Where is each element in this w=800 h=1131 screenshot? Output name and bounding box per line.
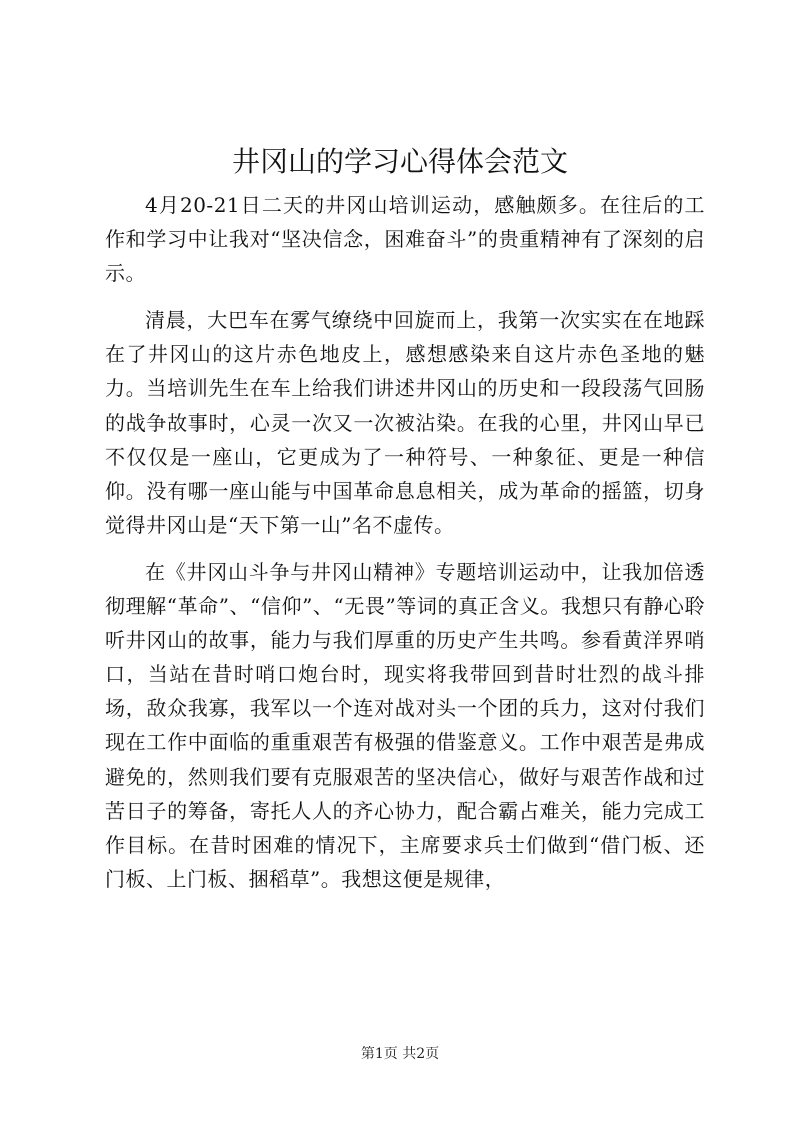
paragraph-3: 在《井冈山斗争与井冈山精神》专题培训运动中，让我加倍透彻理解“革命”、“信仰”、“无畏”等词的真正含义。我想只有静心聆听井冈山的故事，能力与我们厚重的历史产生共鸣。参看黄洋界哨口，当站在昔时哨口炮台时，现实将我带回到昔时壮烈的战斗排场，敌众我寡，我军以一个连对战对头一个团的兵力，这对付我们现在工作中面临的重重艰苦有极强的借鉴意义。工作中艰苦是弗成避免的，然则我们要有克服艰苦的坚决信心，做好与艰苦作战和过苦日子的筹备，寄托人人的齐心协力，配合霸占难关，能力完成工作目标。在昔时困难的情况下，主席要求兵士们做到“借门板、还门板、上门板、捆稻草”。我想这便是规律， <box>105 559 705 891</box>
paragraph-1: 4月20-21日二天的井冈山培训运动，感触颇多。在往后的工作和学习中让我对“坚决信念，困难奋斗”的贵重精神有了深刻的启示。 <box>105 193 705 286</box>
document-title: 井冈山的学习心得体会范文 <box>231 145 568 178</box>
document-body <box>105 188 705 896</box>
page-number-footer: 第1页 共2页 <box>360 1046 440 1062</box>
paragraph-2: 清晨，大巴车在雾气缭绕中回旋而上，我第一次实实在在地踩在了井冈山的这片赤色地皮上，感想感染来自这片赤色圣地的魅力。当培训先生在车上给我们讲述井冈山的历史和一段段荡气回肠的战争故事时，心灵一次又一次被沾染。在我的心里，井冈山早已不仅仅是一座山，它更成为了一种符号、一种象征、更是一种信仰。没有哪一座山能与中国革命息息相关，成为革命的摇篮，切身觉得井冈山是“天下第一山”名不虚传。 <box>105 308 705 537</box>
